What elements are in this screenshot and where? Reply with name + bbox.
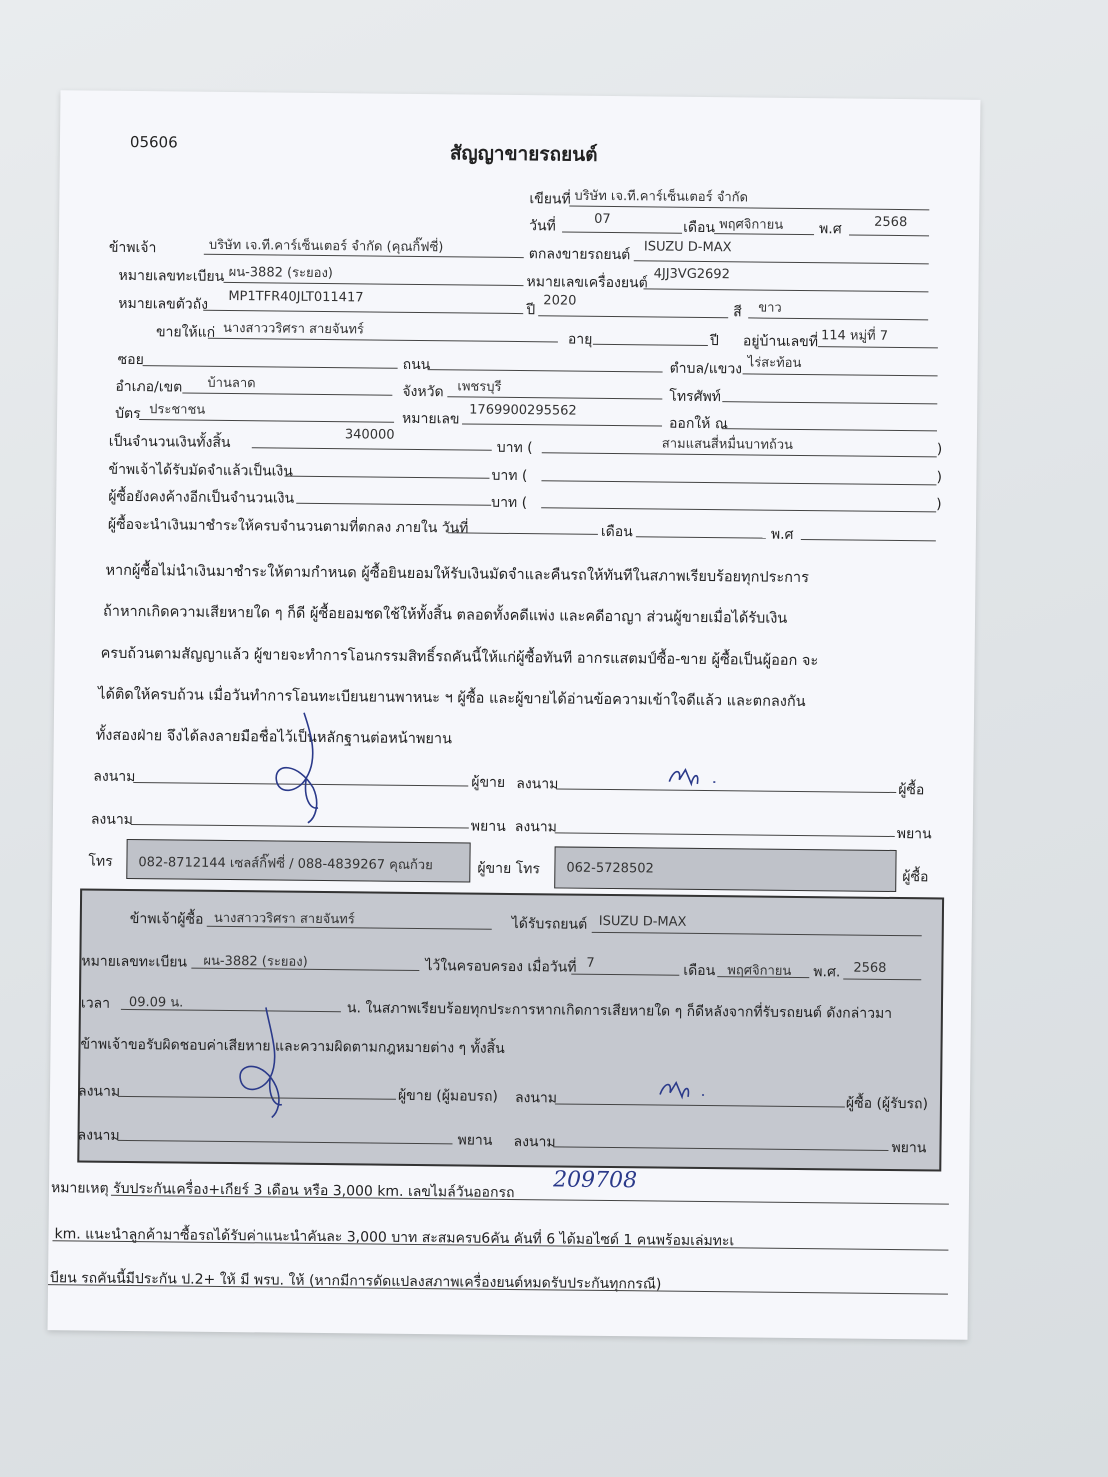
color-value: ขาว: [758, 300, 782, 316]
owner-value: บริษัท เจ.ที.คาร์เซ็นเตอร์ จำกัด (คุณกิ๊ฟซี่): [208, 237, 444, 256]
receipt-received-label: ได้รับรถยนต์: [511, 915, 588, 933]
phone-row-label: โทร: [88, 853, 113, 870]
chassis-label: หมายเลขตัวถัง: [118, 295, 209, 313]
soi-label: ซอย: [117, 351, 144, 369]
receipt-year-label: พ.ศ.: [813, 964, 841, 981]
remaining-baht-label: บาท (: [491, 494, 528, 512]
total-label: เป็นจำนวนเงินทั้งสิ้น: [108, 433, 231, 452]
province-label: จังหวัด: [402, 383, 444, 401]
year-label: พ.ศ: [819, 221, 842, 238]
receipt-month-label: เดือน: [683, 962, 716, 980]
buyer-line: [208, 338, 558, 343]
remaining-close-paren: ): [936, 496, 942, 513]
car-year-line: [538, 315, 728, 318]
receipt-seller-sign-label: ลงนาม: [77, 1083, 121, 1100]
road-label: ถนน: [402, 356, 431, 374]
card-label: บัตร: [115, 405, 141, 423]
buyer-phone-value: 062-5728502: [566, 860, 654, 877]
receipt-witness2-sign-label: ลงนาม: [513, 1134, 556, 1151]
issued-line: [722, 428, 937, 431]
receipt-day: 7: [586, 955, 595, 971]
document-title: สัญญาขายรถยนต์: [449, 142, 598, 166]
deposit-baht-label: บาท (: [491, 467, 528, 485]
receipt-time-label: เวลา: [80, 995, 111, 1012]
buyer-sign-role: ผู้ซื้อ: [898, 782, 925, 799]
receipt-car-model: ISUZU D-MAX: [598, 913, 687, 930]
date-label: วันที่: [529, 218, 556, 235]
seller-phone-label: ผู้ขาย โทร: [477, 860, 541, 878]
engine-label: หมายเลขเครื่องยนต์: [526, 274, 648, 292]
receipt-section: [77, 888, 944, 1171]
buyer-name: นางสาววริศรา สายจันทร์: [222, 320, 365, 338]
paragraph-line-1: หากผู้ซื้อไม่นำเงินมาชำระให้ตามกำหนด ผู้ซื้อยินยอมให้รับเงินมัดจำและคืนรถให้ทันทีในสภาพเรียบร้อยทุกประการ: [105, 562, 809, 587]
pay-month-line: [636, 536, 766, 538]
receipt-buyer-role: ผู้ซื้อ (ผู้รับรถ): [845, 1095, 929, 1113]
receipt-witness2-role: พยาน: [891, 1139, 927, 1157]
plate-label: หมายเลขทะเบียน: [118, 267, 225, 285]
car-model-line: [634, 260, 929, 264]
buyer-signature: [663, 762, 723, 793]
plate-line: [224, 282, 524, 286]
card-no-line: [462, 423, 662, 426]
note-mileage: 209708: [553, 1167, 638, 1194]
total-close-paren: ): [936, 441, 943, 458]
note-line-3: บียน รถคันนี้มีประกัน ป.2+ ให้ มี พรบ. ให้ (หากมีการดัดแปลงสภาพเครื่องยนต์หมดรับประกันทุกกรณี): [49, 1270, 662, 1293]
pay-day-line: [448, 532, 598, 535]
owner-label: ข้าพเจ้า: [108, 239, 157, 257]
deposit-words-line: [541, 480, 936, 485]
contract-paper: [48, 90, 981, 1340]
engine-line: [643, 288, 928, 292]
paragraph-line-3: ครบถ้วนตามสัญญาแล้ว ผู้ขายจะทำการโอนกรรมสิทธิ์รถคันนี้ให้แก่ผู้ซื้อทันที อากรแสตมป์ซื้อ-ขาย ผู้ซื้อเป็นผู้ออก จะ: [100, 645, 819, 670]
receipt-buyer-value: นางสาววริศรา สายจันทร์: [213, 910, 355, 928]
seller-sign-role: ผู้ขาย: [471, 774, 506, 791]
date-month-line: [714, 233, 814, 235]
written-at-label: เขียนที่: [529, 191, 571, 208]
note-line-2: km. แนะนำลูกค้ามาซื้อรถได้รับค่าแนะนำคันละ 3,000 บาท สะสมครบ6คัน คันที่ 6 ได้มอไซด์ 1 คนพร้อมเล่มทะเ: [54, 1226, 735, 1250]
receipt-possess-label: ไว้ในครอบครอง เมื่อวันที่: [425, 958, 577, 976]
road-line: [428, 369, 663, 372]
district-label: อำเภอ/เขต: [115, 378, 183, 396]
paragraph-line-4: ได้ติดให้ครบถ้วน เมื่อวันทำการโอนทะเบียนยานพาหนะ ฯ ผู้ซื้อ และผู้ขายได้อ่านข้อความเข้าใจดีแล้ว และตกลงกัน: [98, 686, 806, 711]
pay-by-label: ผู้ซื้อจะนำเงินมาชำระให้ครบจำนวนตามที่ตกลง ภายใน วันที่: [107, 516, 469, 537]
receipt-buyer-label: ข้าพเจ้าผู้ซื้อ: [129, 910, 204, 928]
color-line: [748, 317, 928, 320]
receipt-liability-text: ข้าพเจ้าขอรับผิดชอบค่าเสียหาย และความผิดตามกฎหมายต่าง ๆ ทั้งสิ้น: [80, 1036, 505, 1057]
receipt-buyer-sign-label: ลงนาม: [514, 1090, 558, 1107]
car-year-label: ปี: [526, 302, 536, 319]
witness2-sign-line: [555, 832, 895, 837]
chassis-line: [203, 310, 523, 314]
receipt-witness1-role: พยาน: [457, 1132, 493, 1149]
paragraph-line-5: ทั้งสองฝ่าย จึงได้ลงลายมือชื่อไว้เป็นหลักฐานต่อหน้าพยาน: [95, 727, 453, 748]
district-value: บ้านลาด: [207, 375, 256, 392]
district-line: [182, 393, 392, 396]
address-line: [818, 346, 938, 348]
buyer-phone-role: ผู้ซื้อ: [902, 869, 929, 886]
total-words: สามแสนสี่หมื่นบาทถ้วน: [661, 436, 794, 453]
receipt-plate-value: ผน-3882 (ระยอง): [203, 953, 308, 970]
receipt-time: 09.09 น.: [128, 994, 184, 1011]
soi-line: [143, 365, 398, 369]
receipt-condition-text: น. ในสภาพเรียบร้อยทุกประการหากเกิดการเสียหายใด ๆ ก็ดีหลังจากที่รับรถยนต์ ดังกล่าวมา: [346, 1000, 893, 1022]
receipt-plate-label: หมายเลขทะเบียน: [81, 953, 188, 971]
pay-year-line: [801, 539, 936, 541]
date-year: 2568: [874, 214, 908, 231]
deposit-close-paren: ): [936, 469, 943, 486]
receipt-seller-role: ผู้ขาย (ผู้มอบรถ): [397, 1087, 499, 1105]
subdistrict-label: ตำบล/แขวง: [669, 360, 743, 378]
seller-signature: [258, 707, 349, 828]
date-day: 07: [594, 211, 611, 227]
color-label: สี: [733, 304, 742, 321]
pay-month-label: เดือน: [600, 523, 633, 541]
phone-label: โทรศัพท์: [669, 388, 722, 406]
age-line: [593, 344, 708, 346]
written-at-line: [569, 206, 929, 211]
receipt-year: 2568: [853, 960, 887, 976]
witness1-role: พยาน: [470, 818, 506, 835]
remaining-line: [296, 503, 491, 506]
total-value: 340000: [344, 427, 395, 443]
remaining-label: ผู้ซื้อยังคงค้างอีกเป็นจำนวนเงิน: [108, 488, 295, 507]
address-value: 114 หมู่ที่ 7: [820, 328, 889, 344]
car-model: ISUZU D-MAX: [643, 239, 732, 256]
phone-line: [722, 401, 937, 404]
province-value: เพชรบุรี: [457, 379, 502, 395]
card-no-value: 1769900295562: [469, 402, 577, 419]
province-line: [447, 396, 662, 399]
written-at-value: บริษัท เจ.ที.คาร์เซ็นเตอร์ จำกัด: [574, 188, 749, 206]
car-year-value: 2020: [543, 293, 577, 309]
receipt-buyer-signature: [654, 1074, 714, 1105]
date-month: พฤศจิกายน: [719, 217, 784, 233]
seller-sign-label: ลงนาม: [93, 768, 136, 786]
buyer-sign-line: [556, 788, 896, 793]
remaining-words-line: [541, 507, 936, 512]
witness2-role: พยาน: [896, 826, 932, 843]
agree-sell-label: ตกลงขายรถยนต์: [528, 246, 631, 264]
deposit-label: ข้าพเจ้าได้รับมัดจำแล้วเป็นเงิน: [108, 461, 293, 480]
card-type: ประชาชน: [149, 402, 206, 418]
sell-to-label: ขายให้แก่: [155, 324, 216, 341]
issued-label: ออกให้ ณ: [668, 415, 728, 433]
date-year-line: [849, 234, 929, 236]
month-label: เดือน: [683, 219, 716, 237]
total-line: [252, 447, 492, 451]
receipt-witness1-sign-label: ลงนาม: [77, 1127, 120, 1144]
witness2-sign-label: ลงนาม: [514, 819, 557, 836]
address-label: อยู่บ้านเลขที่: [742, 333, 819, 351]
note-line-1: หมายเหตุ รับประกันเครื่อง+เกียร์ 3 เดือน หรือ 3,000 km. เลขไมล์วันออกรถ: [50, 1180, 515, 1202]
date-day-line: [562, 231, 682, 233]
engine-value: 4JJ3VG2692: [653, 266, 730, 283]
seller-phone-value: 082-8712144 เซลส์กิ๊ฟซี่ / 088-4839267 คุณก้วย: [138, 855, 433, 874]
pay-year-label: พ.ศ: [770, 526, 794, 543]
document-number: 05606: [129, 132, 178, 152]
deposit-line: [284, 476, 489, 479]
witness1-sign-label: ลงนาม: [90, 811, 134, 829]
age-unit: ปี: [709, 333, 719, 350]
chassis-value: MP1TFR40JLT011417: [228, 288, 364, 306]
receipt-month: พฤศจิกายน: [727, 963, 792, 979]
paragraph-line-2: ถ้าหากเกิดความเสียหายใด ๆ ก็ดี ผู้ซื้อยอมชดใช้ให้ทั้งสิ้น ตลอดทั้งคดีแพ่ง และคดีอาญา ส่วนผู้ขายเมื่อได้รับเงิน: [102, 603, 788, 627]
total-baht-label: บาท (: [496, 439, 533, 457]
subdistrict-line: [743, 373, 938, 376]
plate-value: ผน-3882 (ระยอง): [228, 264, 333, 282]
card-no-label: หมายเลข: [402, 410, 460, 428]
card-type-line: [139, 419, 394, 423]
receipt-seller-signature: [230, 1002, 311, 1123]
buyer-sign-label: ลงนาม: [516, 776, 559, 793]
age-label: อายุ: [567, 331, 593, 348]
subdistrict-value: ไร่สะท้อน: [747, 355, 802, 371]
